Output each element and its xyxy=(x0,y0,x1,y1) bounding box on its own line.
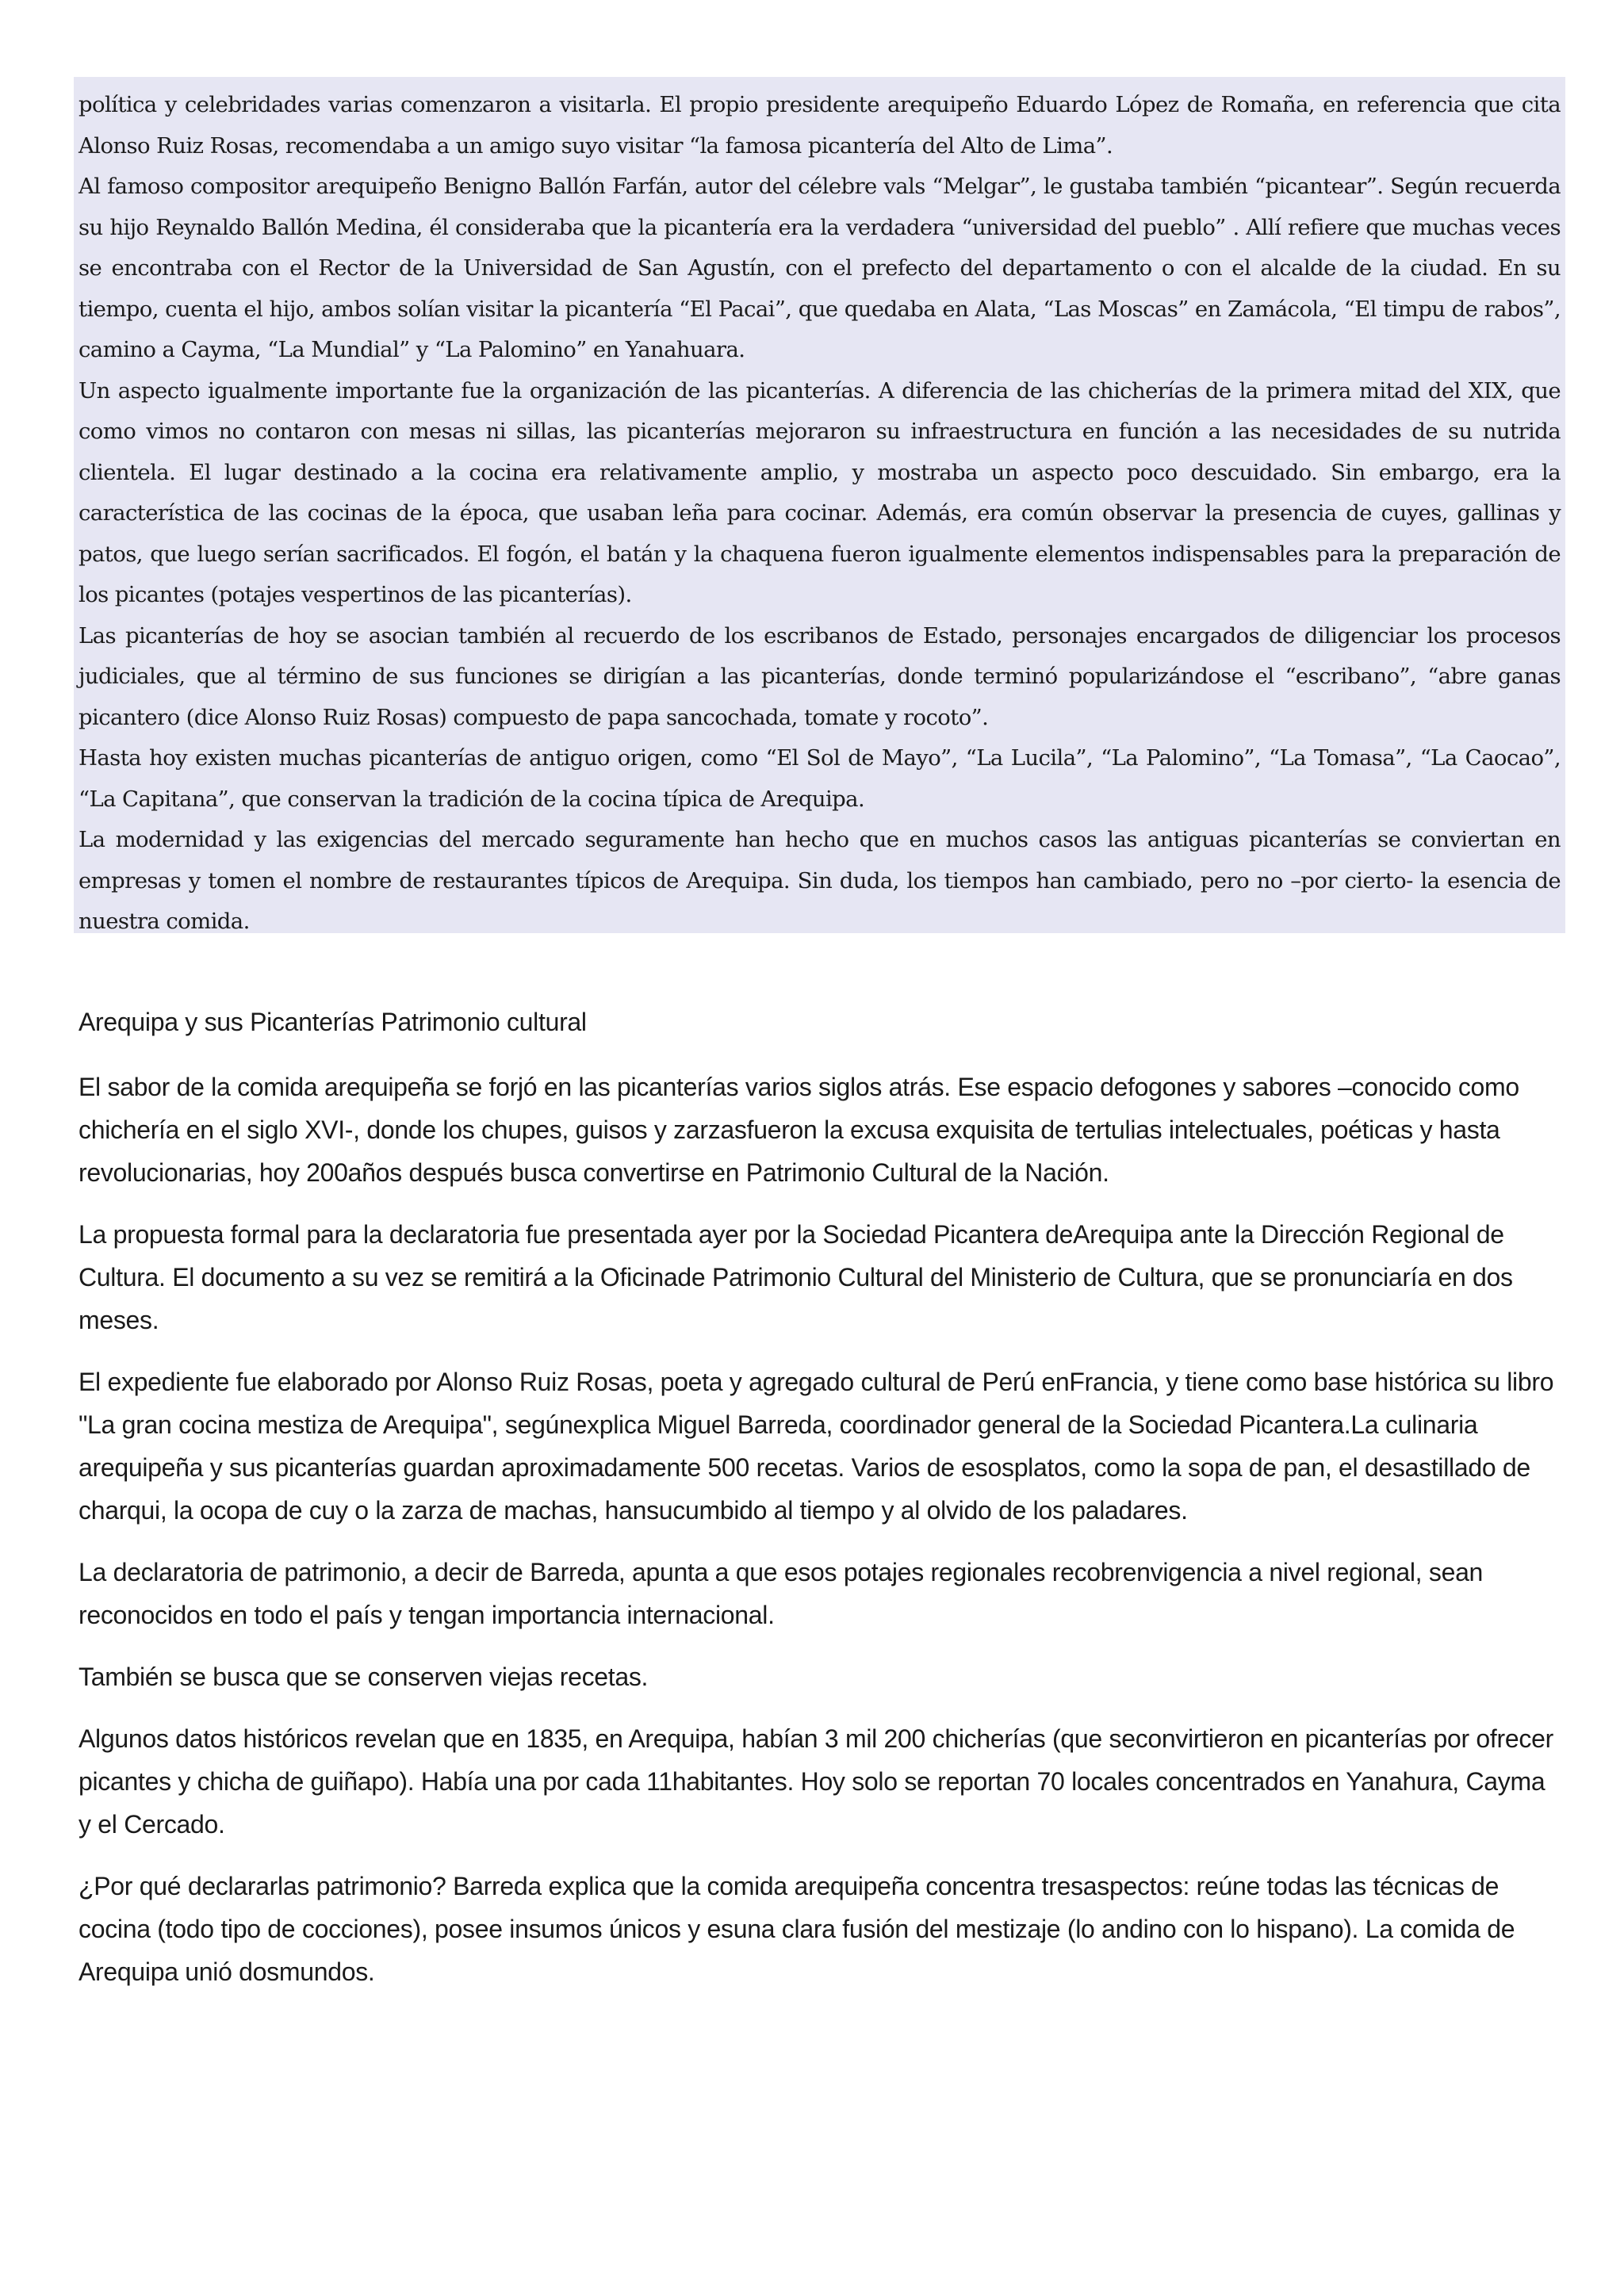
shaded-excerpt xyxy=(74,77,1565,933)
article-body xyxy=(79,1001,1561,2012)
article-title: Arequipa y sus Picanterías Patrimonio cultural xyxy=(79,1008,587,1036)
article-paragraph: La propuesta formal para la declaratoria fue presentada ayer por la Sociedad Picantera deArequipa ante la Dirección Regional de Cultura. El documento a su vez se remitirá a la Oficinade Patrimonio Cultural del Ministerio de Cultura, que se pronunciaría en dos meses. xyxy=(79,1220,1513,1334)
excerpt-paragraph: política y celebridades varias comenzaron a visitarla. El propio presidente arequipeño Eduardo López de Romaña, en referencia que cita Alonso Ruiz Rosas, recomendaba a un amigo suyo visitar “la famosa picantería del Alto de Lima”. xyxy=(79,92,1561,159)
article-paragraph: ¿Por qué declararlas patrimonio? Barreda explica que la comida arequipeña concentra tresaspectos: reúne todas las técnicas de cocina (todo tipo de cocciones), posee insumos únicos y esuna clara fusión del mestizaje (lo andino con lo hispano). La comida de Arequipa unió dosmundos. xyxy=(79,1872,1515,1986)
excerpt-paragraph: Hasta hoy existen muchas picanterías de antiguo origen, como “El Sol de Mayo”, “La Lucila”, “La Palomino”, “La Tomasa”, “La Caocao”, “La Capitana”, que conservan la tradición de la cocina típica de Arequipa. xyxy=(79,745,1561,812)
article-paragraph: El expediente fue elaborado por Alonso Ruiz Rosas, poeta y agregado cultural de Perú enFrancia, y tiene como base histórica su libro "La gran cocina mestiza de Arequipa", segúnexplica Miguel Barreda, coordinador general de la Sociedad Picantera.La culinaria arequipeña y sus picanterías guardan aproximadamente 500 recetas. Varios de esosplatos, como la sopa de pan, el desastillado de charqui, la ocopa de cuy o la zarza de machas, hansucumbido al tiempo y al olvido de los paladares. xyxy=(79,1368,1554,1525)
article-paragraph: La declaratoria de patrimonio, a decir de Barreda, apunta a que esos potajes regionales recobrenvigencia a nivel regional, sean reconocidos en todo el país y tengan importancia internacional. xyxy=(79,1558,1484,1629)
article-paragraph: El sabor de la comida arequipeña se forjó en las picanterías varios siglos atrás. Ese espacio defogones y sabores –conocido como chichería en el siglo XVI-, donde los chupes, guisos y zarzasfueron la excusa exquisita de tertulias intelectuales, poéticas y hasta revolucionarias, hoy 200años después busca convertirse en Patrimonio Cultural de la Nación. xyxy=(79,1073,1519,1187)
article-paragraph: Algunos datos históricos revelan que en 1835, en Arequipa, habían 3 mil 200 chicherías (que seconvirtieron en picanterías por ofrecer picantes y chicha de guiñapo). Había una por cada 11habitantes. Hoy solo se reportan 70 locales concentrados en Yanahura, Cayma y el Cercado. xyxy=(79,1724,1553,1839)
excerpt-paragraph: Un aspecto igualmente importante fue la organización de las picanterías. A diferencia de las chicherías de la primera mitad del XIX, que como vimos no contaron con mesas ni sillas, las picanterías mejoraron su infraestructura en función a las necesidades de su nutrida clientela. El lugar destinado a la cocina era relativamente amplio, y mostraba un aspecto poco descuidado. Sin embargo, era la característica de las cocinas de la época, que usaban leña para cocinar. Además, era común observar la presencia de cuyes, gallinas y patos, que luego serían sacrificados. El fogón, el batán y la chaquena fueron igualmente elementos indispensables para la preparación de los picantes (potajes vespertinos de las picanterías). xyxy=(79,377,1561,607)
excerpt-paragraph: Las picanterías de hoy se asocian también al recuerdo de los escribanos de Estado, personajes encargados de diligenciar los procesos judiciales, que al término de sus funciones se dirigían a las picanterías, donde terminó popularizándose el “escribano”, “abre ganas picantero (dice Alonso Ruiz Rosas) compuesto de papa sancochada, tomate y rocoto”. xyxy=(79,622,1561,730)
excerpt-paragraph: La modernidad y las exigencias del mercado seguramente han hecho que en muchos casos las antiguas picanterías se conviertan en empresas y tomen el nombre de restaurantes típicos de Arequipa. Sin duda, los tiempos han cambiado, pero no –por cierto- la esencia de nuestra comida. xyxy=(79,827,1561,934)
article-paragraph: También se busca que se conserven viejas recetas. xyxy=(79,1663,649,1691)
excerpt-paragraph: Al famoso compositor arequipeño Benigno Ballón Farfán, autor del célebre vals “Melgar”, le gustaba también “picantear”. Según recuerda su hijo Reynaldo Ballón Medina, él consideraba que la picantería era la verdadera “universidad del pueblo” . Allí refiere que muchas veces se encontraba con el Rector de la Universidad de San Agustín, con el prefecto del departamento o con el alcalde de la ciudad. En su tiempo, cuenta el hijo, ambos solían visitar la picantería “El Pacai”, que quedaba en Alata, “Las Moscas” en Zamácola, “El timpu de rabos”, camino a Cayma, “La Mundial” y “La Palomino” en Yanahuara. xyxy=(79,174,1561,362)
